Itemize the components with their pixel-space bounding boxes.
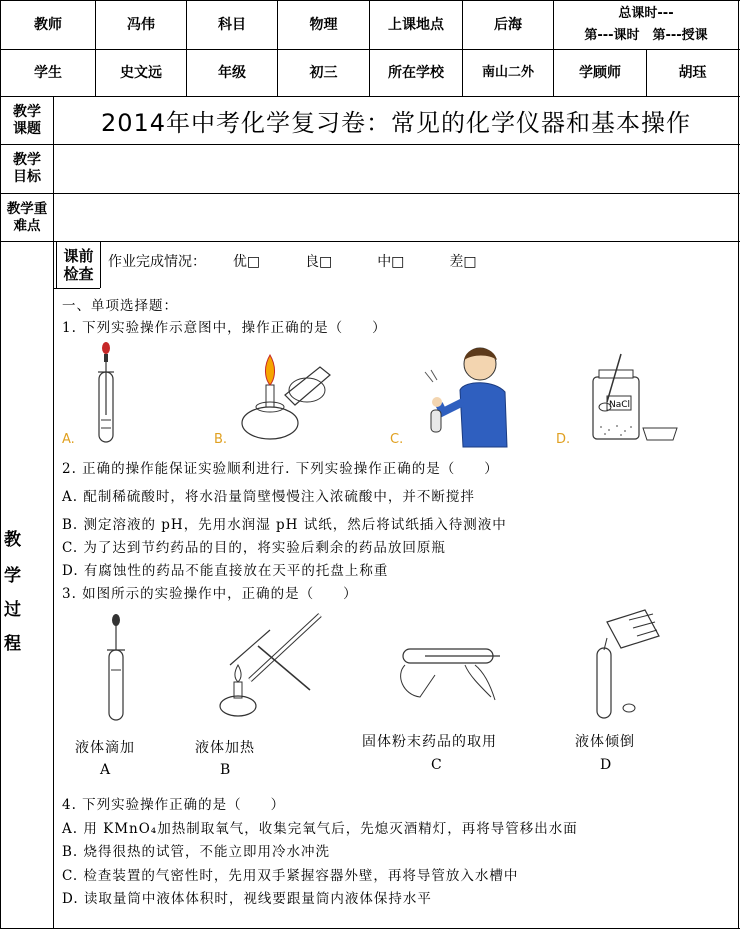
grade-label: 年级: [218, 64, 246, 81]
process-char-3: 过: [4, 600, 21, 620]
school-value: 南山二外: [481, 65, 534, 81]
rating-fair[interactable]: 中□: [377, 254, 405, 270]
q3-text: 3. 如图所示的实验操作中，正确的是（ ）: [62, 586, 358, 602]
process-char-2: 学: [4, 566, 21, 586]
grade-value: 初三: [309, 64, 338, 81]
subject-label: 科目: [218, 16, 246, 33]
total-hours: 总课时---: [618, 6, 674, 22]
student-label: 学生: [34, 64, 62, 81]
q3-option-a[interactable]: A: [100, 762, 112, 778]
section-title: 一、单项选择题：: [62, 298, 178, 314]
q4-option-c[interactable]: C. 检查装置的气密性时，先用双手紧握容器外壁，再将导管放入水槽中: [62, 868, 519, 884]
q3-figure-c-powder-icon: [395, 635, 505, 705]
goal-label-line1: 教学: [13, 152, 41, 169]
school-label: 所在学校: [388, 64, 444, 81]
key-points-label: [1, 194, 53, 241]
q1-option-b[interactable]: B.: [214, 432, 228, 447]
q4-option-a[interactable]: A. 用 KMnO₄加热制取氧气，收集完氧气后，先熄灭酒精灯，再将导管移出水面: [62, 821, 578, 837]
q1-figure-b-alcohol-lamp-icon: [235, 345, 335, 445]
subject-value: 物理: [309, 16, 338, 33]
key-points-label-line1: 教学重: [6, 201, 48, 218]
advisor-value: 胡珏: [678, 64, 707, 81]
topic-label-line1: 教学: [13, 103, 41, 120]
q3-figure-b-heating-icon: [210, 610, 330, 720]
q3-caption-d: 液体倾倒: [575, 734, 635, 750]
q1-figure-a-dropper-icon: [85, 340, 135, 450]
q4-option-b[interactable]: B. 烧得很热的试管，不能立即用冷水冲洗: [62, 844, 331, 860]
teacher-name: 冯伟: [127, 16, 155, 33]
q1-figure-d-reagent-bottle-icon: [585, 352, 685, 447]
q3-figure-a-dropper-icon: [95, 610, 145, 725]
q1-option-a[interactable]: A.: [62, 432, 75, 447]
topic-label: [1, 97, 53, 144]
precheck-line1: 课前: [63, 247, 94, 265]
homework-label: 作业完成情况：: [108, 254, 206, 270]
q3-caption-a: 液体滴加: [75, 740, 135, 756]
q3-figure-d-pouring-icon: [585, 608, 665, 723]
topic-label-line2: 课题: [13, 120, 41, 137]
process-char-1: 教: [4, 530, 21, 550]
student-name: 史文远: [120, 64, 162, 81]
q3-option-c[interactable]: C: [431, 757, 443, 773]
q2-text: 2. 正确的操作能保证实验顺利进行. 下列实验操作正确的是（ ）: [62, 461, 499, 477]
teacher-label: 教师: [34, 16, 62, 33]
q3-option-b[interactable]: B: [220, 762, 232, 778]
q3-option-d[interactable]: D: [600, 757, 613, 773]
q2-option-c[interactable]: C. 为了达到节约药品的目的，将实验后剩余的药品放回原瓶: [62, 540, 446, 556]
q1-text: 1. 下列实验操作示意图中，操作正确的是（ ）: [62, 320, 387, 336]
q2-option-b[interactable]: B. 测定溶液的 pH，先用水润湿 pH 试纸，然后将试纸插入待测液中: [62, 517, 507, 533]
goal-label-line2: 目标: [13, 169, 41, 185]
q1-figure-c-boy-icon: [415, 342, 520, 452]
advisor-label: 学顾师: [579, 64, 621, 81]
rating-poor[interactable]: 差□: [449, 254, 477, 270]
q2-option-d[interactable]: D. 有腐蚀性的药品不能直接放在天平的托盘上称重: [62, 563, 389, 579]
location-label: 上课地点: [388, 16, 444, 33]
goal-label: [1, 145, 53, 193]
q1-option-c[interactable]: C.: [390, 432, 404, 447]
precheck-label: [57, 243, 100, 287]
location-value: 后海: [494, 16, 522, 33]
q1-option-d[interactable]: D.: [556, 432, 571, 447]
q3-caption-b: 液体加热: [195, 740, 255, 756]
process-char-4: 程: [4, 634, 21, 654]
precheck-line2: 检查: [63, 265, 94, 283]
q4-text: 4. 下列实验操作正确的是（ ）: [62, 797, 286, 813]
q4-option-d[interactable]: D. 读取量筒中液体体积时，视线要跟量筒内液体保持水平: [62, 891, 432, 907]
session-info: 第---课时 第---授课: [584, 28, 708, 44]
rating-good[interactable]: 良□: [305, 254, 333, 270]
page-title: 2014年中考化学复习卷：常见的化学仪器和基本操作: [100, 109, 692, 137]
rating-excellent[interactable]: 优□: [232, 254, 261, 270]
nacl-label: NaCl: [609, 400, 631, 410]
q3-caption-c: 固体粉末药品的取用: [362, 734, 497, 750]
q2-option-a[interactable]: A. 配制稀硫酸时，将水沿量筒壁慢慢注入浓硫酸中，并不断搅拌: [62, 489, 475, 505]
homework-status: [108, 251, 477, 271]
key-points-label-line2: 难点: [13, 217, 41, 234]
